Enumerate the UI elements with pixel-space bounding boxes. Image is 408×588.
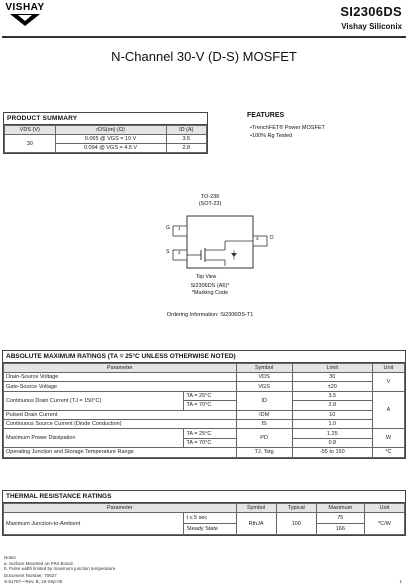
vishay-logo [2,2,48,28]
symbol-cell: RthJA [236,513,276,535]
footer [4,573,62,584]
col-limit: Limit [292,364,372,373]
package-name: TO-236 [200,194,220,200]
table-row [4,448,405,457]
document-title: N-Channel 30-V (D-S) MOSFET [111,49,297,64]
thermal-heading: THERMAL RESISTANCE RATINGS [3,491,405,503]
col-symbol: Symbol [236,504,276,513]
maximum-cell: 166 [316,524,364,535]
package-alias: (SOT-23) [198,201,222,207]
page-number: 1 [399,579,402,584]
table-row [4,410,405,419]
notes [4,555,117,572]
pin3-label: 3 [256,236,259,241]
pin-g-label: G [166,225,170,231]
col-maximum: Maximum [316,504,364,513]
view-label: Top View [196,274,217,280]
thermal-resistance [2,490,406,536]
param-cell: Gate-Source Voltage [4,382,237,391]
unit-cell: W [372,429,404,448]
param-cell: Operating Junction and Storage Temperature Range [4,448,237,457]
limit-cell: 2.8 [292,401,372,410]
thermal-table [3,503,405,535]
notes-heading: Notes [4,555,16,560]
col-rds: rDS(on) (Ω) [55,126,166,135]
col-unit: Unit [364,504,404,513]
condition-cell: t ≤ 5 sec [184,513,236,524]
condition-cell: TA = 70°C [184,438,236,447]
unit-cell: °C/W [364,513,404,535]
maximum-cell: 75 [316,513,364,524]
symbol-cell: VDS [236,373,292,382]
header-rule [2,36,406,38]
param-cell: Pulsed Drain Current [4,410,237,419]
table-row [4,429,405,438]
package-drawing-icon [165,208,275,278]
id-value: 2.8 [166,144,206,153]
param-cell: Drain-Source Voltage [4,373,237,382]
condition-cell: TA = 25°C [184,429,236,438]
limit-cell: 0.8 [292,438,372,447]
package-part-marking: Si2306DS (A6)* [190,283,230,289]
id-value: 3.5 [166,135,206,144]
table-row [4,391,405,400]
col-symbol: Symbol [236,364,292,373]
limit-cell: -55 to 150 [292,448,372,457]
abs-max-table [3,363,405,458]
param-cell: Maximum Junction-to-Ambient [4,513,184,535]
col-unit: Unit [372,364,404,373]
symbol-cell: IDM [236,410,292,419]
param-cell: Continuous Source Current (Diode Conduction) [4,419,237,428]
revision: S-51767—Rev. B, 19-Sep-05 [4,578,63,584]
condition-cell: TA = 70°C [184,401,236,410]
pin2-label: 2 [178,250,181,255]
symbol-cell: ID [236,391,292,410]
unit-cell: V [372,373,404,392]
col-vds: VDS (V) [5,126,56,135]
limit-cell: ±20 [292,382,372,391]
note-b: b. Pulse width limited by maximum junction temperature. [4,566,117,571]
package-bottom-label [175,283,245,297]
table-row [4,419,405,428]
rds-value: 0.094 @ VGS = 4.5 V [55,144,166,153]
features-list [250,124,325,140]
typical-cell: 100 [276,513,316,535]
ordering-info: Ordering Information: Si2306DS-T1 [166,312,254,318]
absolute-max-ratings [2,350,406,459]
package-label [185,194,235,208]
col-id: ID (A) [166,126,206,135]
rds-value: 0.065 @ VGS = 10 V [55,135,166,144]
symbol-cell: TJ, Tstg [236,448,292,457]
table-row [4,382,405,391]
limit-cell: 30 [292,373,372,382]
logo-triangle-inner [18,15,32,21]
symbol-cell: VGS [236,382,292,391]
unit-cell: A [372,391,404,429]
features-heading: FEATURES [247,112,285,119]
manufacturer: Vishay Siliconix [341,22,402,31]
table-row [4,513,405,524]
abs-max-heading: ABSOLUTE MAXIMUM RATINGS (TA = 25°C UNLESS OTHERWISE NOTED) [3,351,405,363]
table-row [5,135,207,144]
param-cell: Continuous Drain Current (TJ = 150°C) [4,391,184,410]
symbol-cell: PD [236,429,292,448]
condition-cell: Steady State [184,524,236,535]
col-parameter: Parameter [4,504,237,513]
pin1-label: 1 [178,226,181,231]
product-summary-table [4,125,207,153]
col-typical: Typical [276,504,316,513]
limit-cell: 1.0 [292,419,372,428]
table-row [4,373,405,382]
marking-note: *Marking Code [191,290,229,296]
limit-cell: 10 [292,410,372,419]
document-number: Document Number: 70627 [4,573,57,578]
logo-text: VISHAY [5,2,45,13]
unit-cell: °C [372,448,404,457]
product-summary-heading: PRODUCT SUMMARY [4,113,207,125]
pin-d-label: D [270,235,274,241]
param-cell: Maximum Power Dissipation [4,429,184,448]
limit-cell: 1.25 [292,429,372,438]
symbol-cell: IS [236,419,292,428]
list-item: • 100% Rg Tested [250,132,325,140]
product-summary [3,112,208,154]
condition-cell: TA = 25°C [184,391,236,400]
limit-cell: 3.5 [292,391,372,400]
part-number: SI2306DS [340,4,402,19]
col-parameter: Parameter [4,364,237,373]
note-a: a. Surface Mounted on FR4 Board. [4,560,74,566]
vds-value: 30 [5,135,56,153]
list-item: • TrenchFET® Power MOSFET [250,124,325,132]
pin-s-label: S [166,249,170,255]
